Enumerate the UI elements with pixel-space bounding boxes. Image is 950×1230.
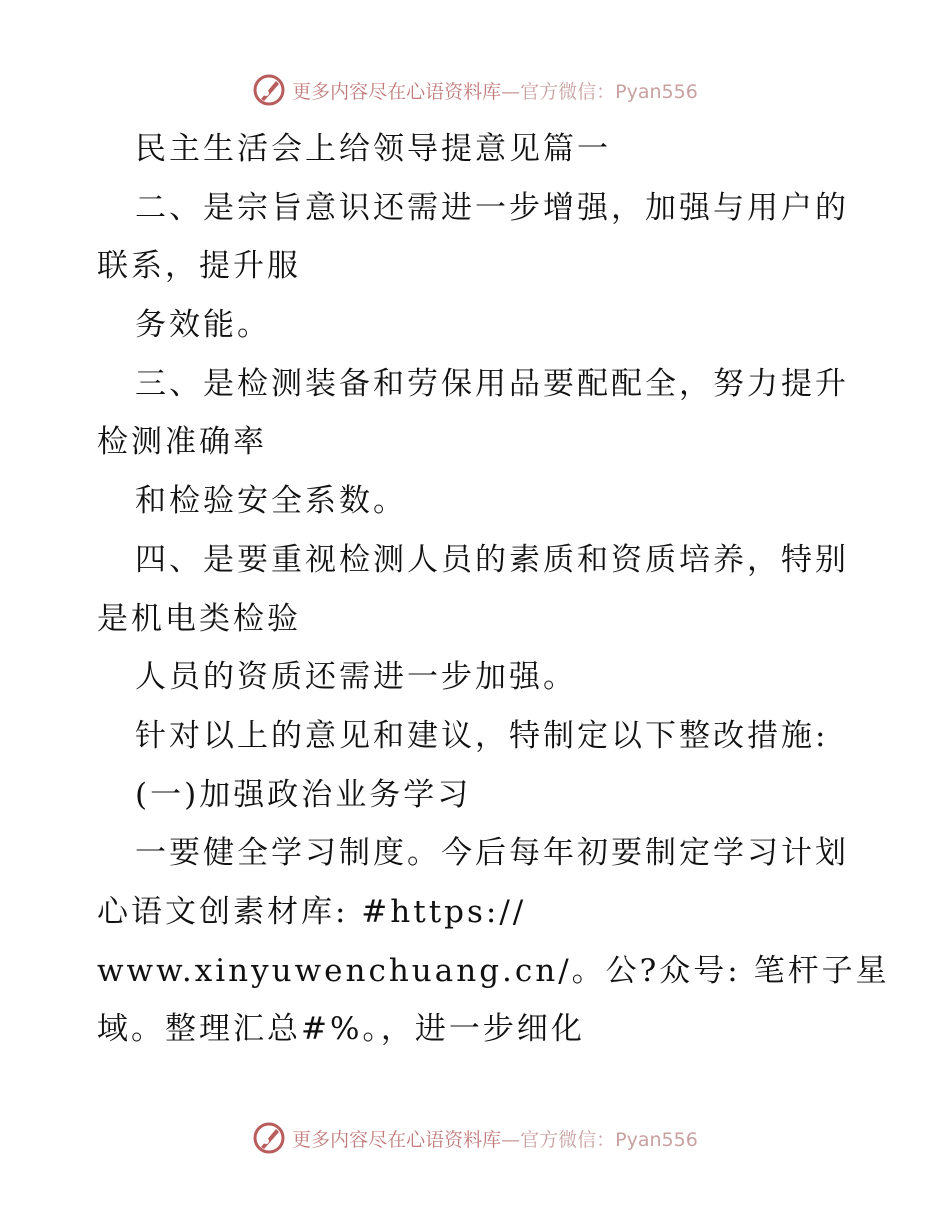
header-watermark <box>0 70 950 110</box>
text-line: 务效能。 <box>135 307 271 344</box>
watermark-dash: — <box>501 80 521 103</box>
text-line: 民主生活会上给领导提意见篇一 <box>135 131 611 167</box>
watermark-text <box>292 77 698 104</box>
watermark-main-text: 更多内容尽在心语资料库 <box>292 1128 502 1151</box>
watermark-main-text: 更多内容尽在心语资料库 <box>292 80 502 103</box>
text-line: 四、是要重视检测人员的素质和资质培养，特别 <box>135 541 849 578</box>
text-line: 三、是检测装备和劳保用品要配配全，努力提升 <box>135 365 849 402</box>
text-line: 联系，提升服 <box>97 248 301 285</box>
text-line: 域。整理汇总#%。，进一步细化 <box>97 1011 585 1048</box>
text-line: 二、是宗旨意识还需进一步增强，加强与用户的 <box>135 189 849 226</box>
watermark-dash: — <box>501 1128 521 1151</box>
text-line: 针对以上的意见和建议，特制定以下整改措施: <box>135 717 829 754</box>
text-line: 和检验安全系数。 <box>135 483 407 520</box>
text-line: (一)加强政治业务学习 <box>135 776 472 813</box>
text-line: 是机电类检验 <box>97 600 301 637</box>
text-line: 心语文创素材库: #https:// <box>97 893 527 930</box>
document-body <box>97 120 890 1059</box>
text-line: 一要健全学习制度。今后每年初要制定学习计划 <box>135 835 849 872</box>
watermark-text <box>292 1125 698 1152</box>
footer-watermark <box>0 1118 950 1158</box>
quill-logo-icon <box>252 1121 286 1155</box>
text-line: 人员的资质还需进一步加强。 <box>135 659 577 696</box>
watermark-suffix: 官方微信：Pyan556 <box>520 1128 698 1151</box>
quill-logo-icon <box>252 73 286 107</box>
watermark-suffix: 官方微信：Pyan556 <box>520 80 698 103</box>
text-line: www.xinyuwenchuang.cn/。公?众号: 笔杆子星 <box>97 952 890 989</box>
text-line: 检测准确率 <box>97 424 267 461</box>
